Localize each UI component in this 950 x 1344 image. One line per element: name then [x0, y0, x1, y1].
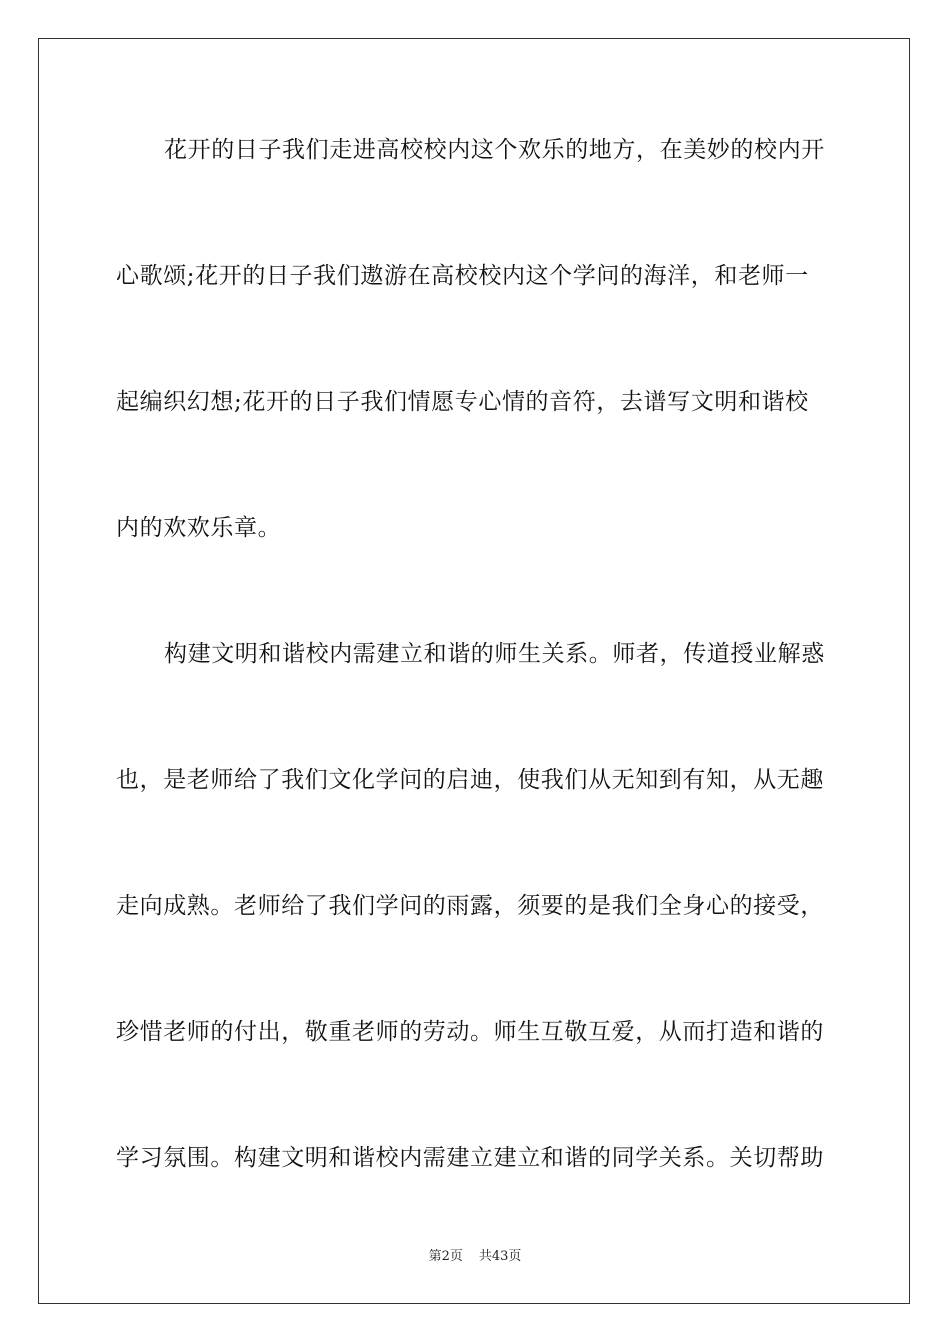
- paragraph-1-line-1: 花开的日子我们走进高校校内这个欢乐的地方，在美妙的校内开: [164, 137, 825, 163]
- page-border: [38, 38, 910, 1304]
- paragraph-1-line-4: 内的欢欢乐章。: [116, 515, 282, 541]
- paragraph-2-line-1: 构建文明和谐校内需建立和谐的师生关系。师者，传道授业解惑: [164, 641, 825, 667]
- page-total: 共43页: [478, 1249, 522, 1264]
- paragraph-2-line-2: 也，是老师给了我们文化学问的启迪，使我们从无知到有知，从无趣: [116, 767, 824, 793]
- paragraph-1-line-3: 起编织幻想;花开的日子我们情愿专心情的音符，去谱写文明和谐校: [116, 389, 809, 415]
- page-number: 第2页: [428, 1249, 463, 1264]
- page-footer: [0, 1248, 950, 1266]
- paragraph-2-line-3: 走向成熟。老师给了我们学问的雨露，须要的是我们全身心的接受，: [116, 893, 824, 919]
- paragraph-2-line-5: 学习氛围。构建文明和谐校内需建立建立和谐的同学关系。关切帮助: [116, 1145, 824, 1171]
- paragraph-2-line-4: 珍惜老师的付出，敬重老师的劳动。师生互敬互爱，从而打造和谐的: [116, 1019, 824, 1045]
- paragraph-1-line-2: 心歌颂;花开的日子我们遨游在高校校内这个学问的海洋，和老师一: [116, 263, 809, 289]
